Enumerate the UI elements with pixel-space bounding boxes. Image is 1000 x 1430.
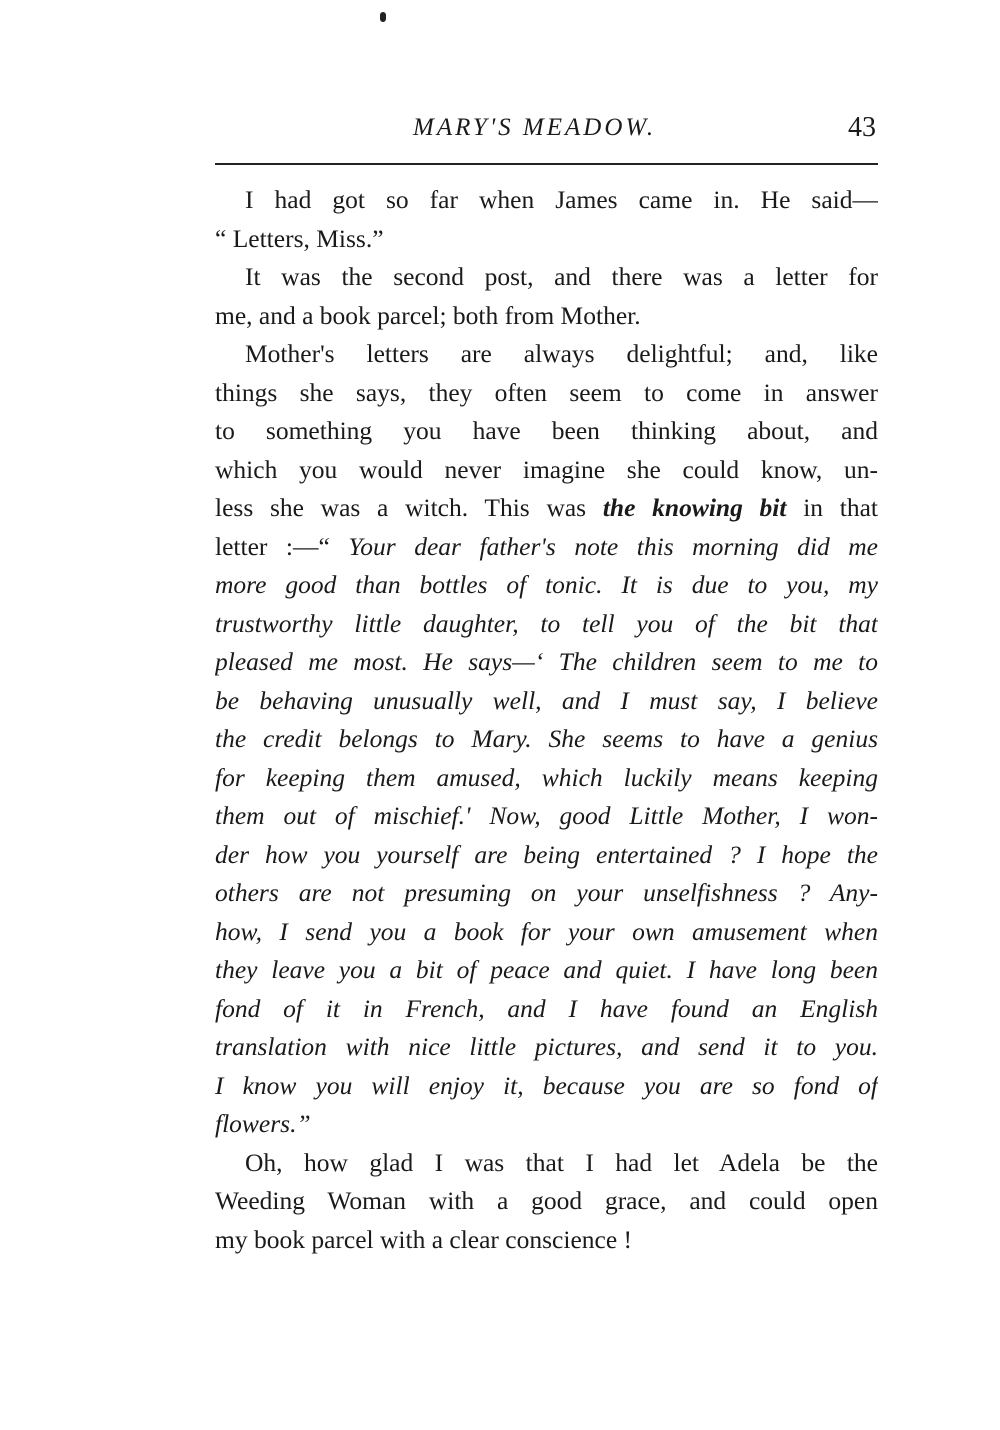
- text-run: they leave you a bit of peace and quiet. I have long been: [215, 955, 878, 984]
- text-line: [215, 335, 878, 374]
- text-run: for keeping them amused, which luckily means keeping: [215, 762, 878, 792]
- paragraph: [215, 1144, 878, 1260]
- text-line: [215, 797, 878, 836]
- text-line: [215, 181, 878, 220]
- text-line: [215, 951, 878, 990]
- text-line: [215, 990, 878, 1029]
- print-speck: [380, 12, 386, 22]
- text-line: [215, 836, 878, 875]
- text-run: letter :—“: [215, 531, 349, 561]
- text-run: flowers.”: [215, 1109, 311, 1138]
- text-line: [215, 1144, 878, 1183]
- text-line: [215, 489, 878, 528]
- text-run: fond of it in French, and I have found an English: [215, 993, 878, 1023]
- running-title: MARY'S MEADOW.: [413, 114, 657, 141]
- text-line: [215, 874, 878, 913]
- text-run: less she was a witch. This was: [215, 493, 603, 522]
- paragraph: [215, 335, 878, 1144]
- text-line: [215, 412, 878, 451]
- text-run: Oh, how glad I was that I had let Adela be the: [245, 1147, 878, 1177]
- text-run: more good than bottles of tonic. It is due to you, my: [215, 570, 878, 599]
- text-line: [215, 605, 878, 644]
- text-run: It was the second post, and there was a letter for: [245, 262, 878, 291]
- text-run: pleased me most. He says—‘ The children seem to me to: [215, 647, 878, 676]
- page-header: [215, 110, 878, 150]
- text-line: [215, 643, 878, 682]
- text-line: [215, 1067, 878, 1106]
- text-line: [215, 759, 878, 798]
- text-line: [215, 1221, 878, 1260]
- text-line: [215, 682, 878, 721]
- text-run: “ Letters, Miss.”: [215, 223, 384, 253]
- text-line: [215, 528, 878, 567]
- text-run: the credit belongs to Mary. She seems to have a genius: [215, 724, 878, 753]
- text-run: things she says, they often seem to come in answer: [215, 377, 878, 407]
- text-run: Weeding Woman with a good grace, and could open: [215, 1186, 878, 1215]
- text-run: translation with nice little pictures, and send it to you.: [215, 1032, 878, 1061]
- text-line: [215, 913, 878, 952]
- text-line: [215, 566, 878, 605]
- text-line: [215, 720, 878, 759]
- page-number: 43: [848, 112, 876, 143]
- text-run: in that: [786, 493, 878, 522]
- text-run: I had got so far when James came in. He said—: [245, 185, 878, 214]
- paragraph: [215, 258, 878, 335]
- paragraph: [215, 181, 878, 258]
- text-run: to something you have been thinking about, and: [215, 416, 878, 445]
- text-run: them out of mischief.' Now, good Little Mother, I won-: [215, 801, 878, 830]
- body-text: [215, 181, 878, 1259]
- text-run: I know you will enjoy it, because you are so fond of: [215, 1070, 878, 1100]
- text-run: trustworthy little daughter, to tell you of the bit that: [215, 608, 878, 638]
- header-rule: [215, 163, 878, 165]
- text-line: [215, 374, 878, 413]
- text-line: [215, 297, 878, 336]
- text-line: [215, 1028, 878, 1067]
- text-run: der how you yourself are being entertained ? I hope the: [215, 839, 878, 869]
- text-run: me, and a book parcel; both from Mother.: [215, 300, 641, 330]
- text-line: [215, 1182, 878, 1221]
- text-run: my book parcel with a clear conscience !: [215, 1224, 633, 1254]
- text-run: Your dear father's note this morning did me: [348, 531, 878, 561]
- text-run: how, I send you a book for your own amusement when: [215, 916, 878, 946]
- text-run: be behaving unusually well, and I must say, I believe: [215, 685, 878, 715]
- text-line: [215, 220, 878, 259]
- text-run: Mother's letters are always delightful; and, like: [245, 339, 878, 368]
- text-run: others are not presuming on your unselfishness ? Any-: [215, 878, 878, 907]
- text-run: which you would never imagine she could know, un-: [215, 454, 878, 484]
- text-line: [215, 451, 878, 490]
- text-run: the knowing bit: [602, 493, 787, 522]
- text-line: [215, 258, 878, 297]
- text-line: [215, 1105, 878, 1144]
